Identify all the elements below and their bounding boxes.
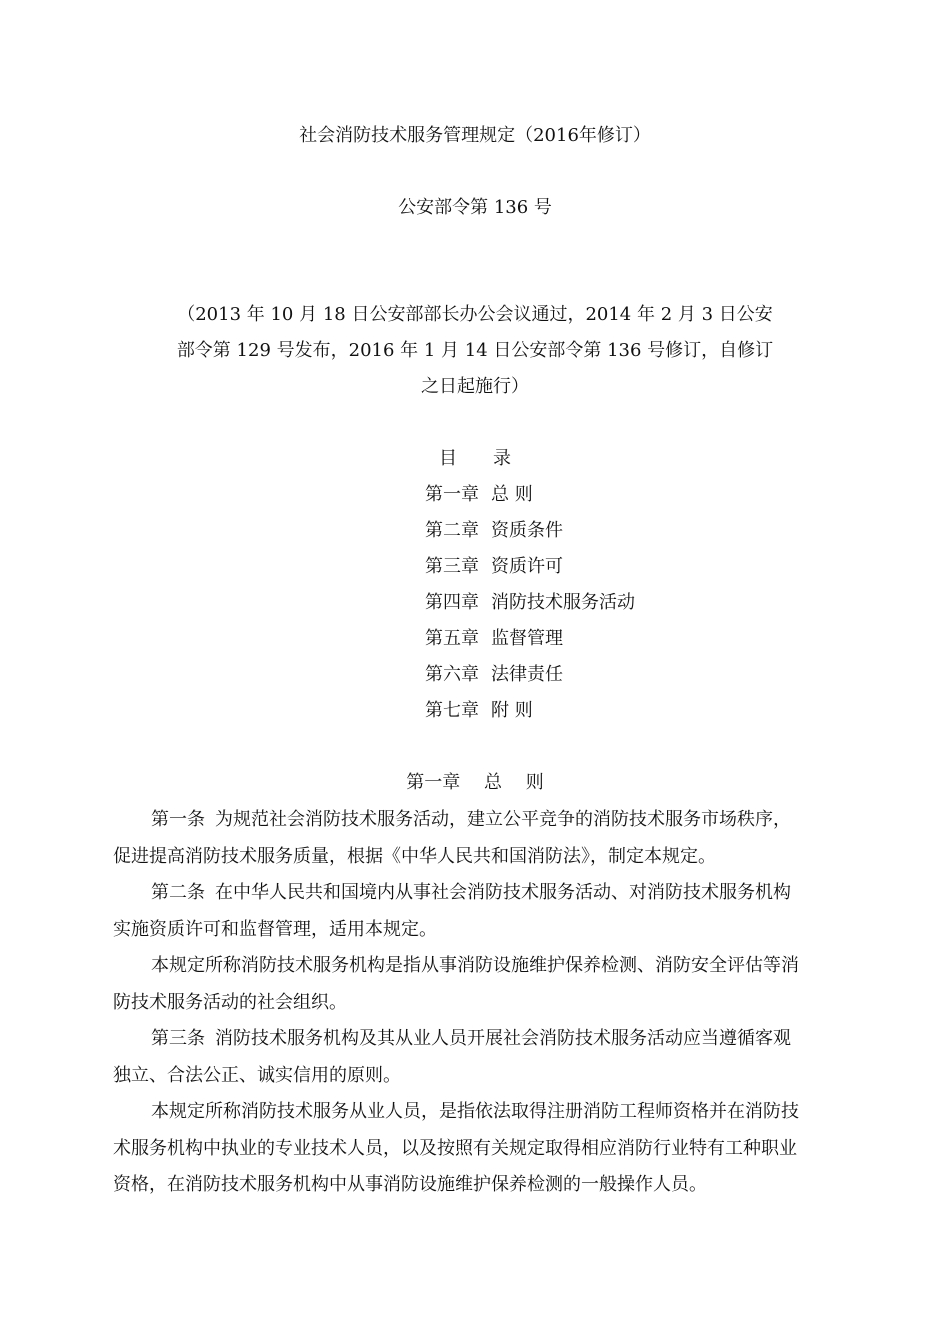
body-text xyxy=(113,802,837,1204)
history-line-2: 部令第 129 号发布，2016 年 1 月 14 日公安部令第 136 号修订，自修订 xyxy=(176,340,774,361)
history-line-1: （2013 年 10 月 18 日公安部部长办公会议通过，2014 年 2 月 3 日公安 xyxy=(177,304,773,325)
body-paragraph-continued: 资格，在消防技术服务机构中从事消防设施维护保养检测的一般操作人员。 xyxy=(113,1174,707,1195)
article-label: 第二条 xyxy=(151,882,205,903)
toc-item-title: 监督管理 xyxy=(491,628,563,649)
chapter-heading: 第一章 总 则 xyxy=(406,772,544,793)
toc-item-title: 总 则 xyxy=(491,484,533,505)
toc-item-title: 法律责任 xyxy=(491,664,563,685)
article-paragraph: 第一条 为规范社会消防技术服务活动，建立公平竞争的消防技术服务市场秩序， xyxy=(151,809,791,830)
toc-item-number: 第一章 xyxy=(425,484,479,505)
toc-item-number: 第二章 xyxy=(425,520,479,541)
document-title: 社会消防技术服务管理规定（2016年修订） xyxy=(299,125,651,146)
toc-item-number: 第七章 xyxy=(425,700,479,721)
article-label: 第三条 xyxy=(151,1028,205,1049)
article-paragraph: 第三条 消防技术服务机构及其从业人员开展社会消防技术服务活动应当遵循客观 xyxy=(151,1028,791,1049)
history-line-3: 之日起施行） xyxy=(421,376,529,397)
article-label: 第一条 xyxy=(151,809,205,830)
toc-item-number: 第六章 xyxy=(425,664,479,685)
toc-heading: 目 录 xyxy=(439,448,511,469)
toc-item-number: 第三章 xyxy=(425,556,479,577)
toc-item-number: 第四章 xyxy=(425,592,479,613)
toc-item xyxy=(425,555,563,579)
toc-item-title: 消防技术服务活动 xyxy=(491,592,635,613)
article-paragraph-continued: 实施资质许可和监督管理，适用本规定。 xyxy=(113,918,437,940)
body-paragraph: 本规定所称消防技术服务从业人员，是指依法取得注册消防工程师资格并在消防技 xyxy=(151,1101,799,1122)
order-number: 公安部令第 136 号 xyxy=(398,197,552,218)
body-paragraph-continued: 防技术服务活动的社会组织。 xyxy=(113,991,347,1013)
article-paragraph-continued: 促进提高消防技术服务质量，根据《中华人民共和国消防法》，制定本规定。 xyxy=(113,845,716,867)
toc-item-title: 资质条件 xyxy=(491,520,563,541)
toc-item-title: 附 则 xyxy=(491,700,533,721)
toc-item xyxy=(425,483,533,507)
body-paragraph: 本规定所称消防技术服务机构是指从事消防设施维护保养检测、消防安全评估等消 xyxy=(151,955,799,976)
toc-item-number: 第五章 xyxy=(425,628,479,649)
toc-item xyxy=(425,663,563,687)
article-paragraph-continued: 独立、合法公正、诚实信用的原则。 xyxy=(113,1064,401,1086)
article-paragraph: 第二条 在中华人民共和国境内从事社会消防技术服务活动、对消防技术服务机构 xyxy=(151,882,791,903)
toc-item xyxy=(425,591,635,615)
toc-item xyxy=(425,519,563,543)
toc-item xyxy=(425,699,533,723)
body-paragraph-continued: 术服务机构中执业的专业技术人员，以及按照有关规定取得相应消防行业特有工种职业 xyxy=(113,1137,797,1159)
toc-item xyxy=(425,627,563,651)
toc-item-title: 资质许可 xyxy=(491,556,563,577)
